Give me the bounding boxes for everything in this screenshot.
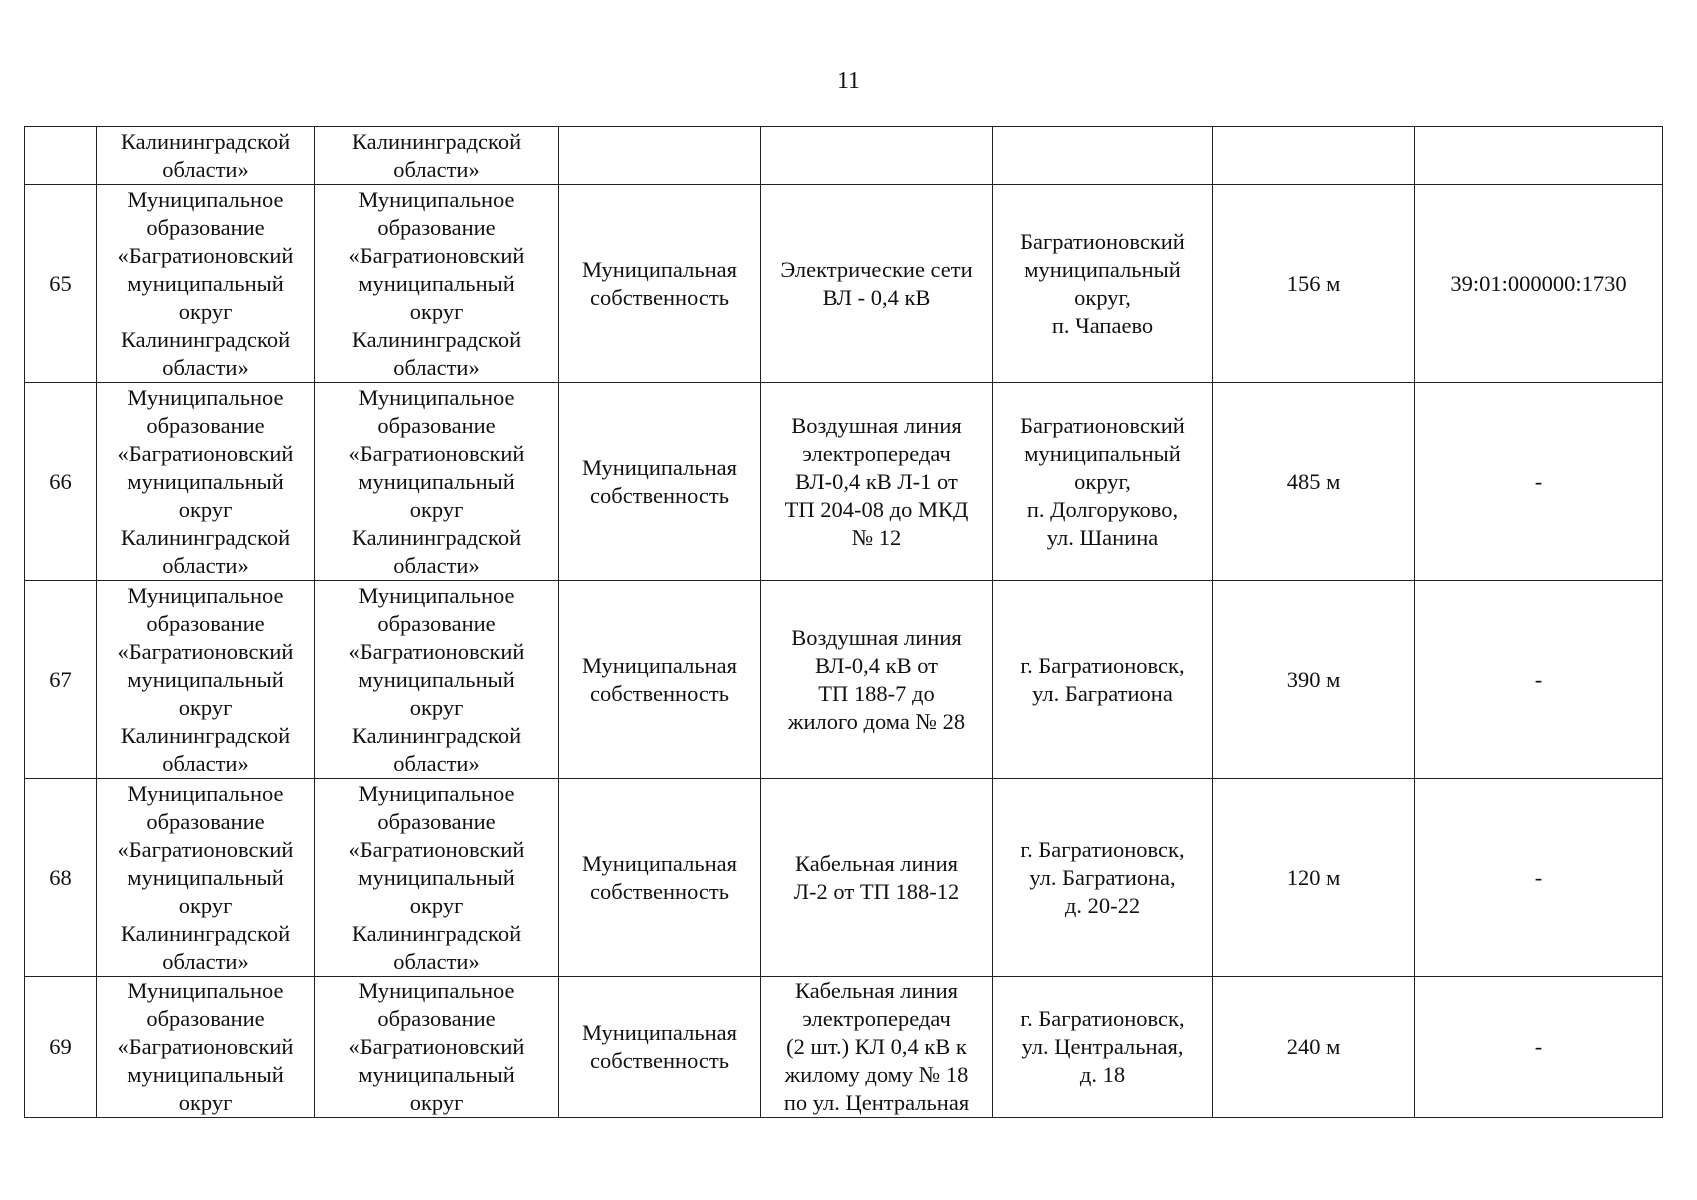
cell-address: Багратионовский муниципальный округ, п. Чапаево xyxy=(993,185,1213,383)
cell-owner: Калининградской области» xyxy=(315,127,559,185)
cell-object: Воздушная линия электропередач ВЛ-0,4 кВ Л-1 от ТП 204-08 до МКД № 12 xyxy=(761,383,993,581)
cell-holder: Муниципальное образование «Багратионовский муниципальный округ Калининградской области» xyxy=(97,383,315,581)
table-row xyxy=(25,581,1663,779)
table-row xyxy=(25,185,1663,383)
table-row-continuation xyxy=(25,127,1663,185)
cell-num: 66 xyxy=(25,383,97,581)
cell-holder: Муниципальное образование «Багратионовский муниципальный округ Калининградской области» xyxy=(97,581,315,779)
cell-object: Воздушная линия ВЛ-0,4 кВ от ТП 188-7 до жилого дома № 28 xyxy=(761,581,993,779)
cell-ownership: Муниципальная собственность xyxy=(559,185,761,383)
cell-ownership: Муниципальная собственность xyxy=(559,779,761,977)
cell-object xyxy=(761,127,993,185)
cell-cadastral: 39:01:000000:1730 xyxy=(1415,185,1663,383)
cell-address xyxy=(993,127,1213,185)
cell-address: г. Багратионовск, ул. Багратиона, д. 20-22 xyxy=(993,779,1213,977)
cell-length xyxy=(1213,127,1415,185)
cell-owner: Муниципальное образование «Багратионовский муниципальный округ Калининградской области» xyxy=(315,383,559,581)
cell-holder: Калининградской области» xyxy=(97,127,315,185)
cell-length: 120 м xyxy=(1213,779,1415,977)
cell-num: 67 xyxy=(25,581,97,779)
cell-address: г. Багратионовск, ул. Центральная, д. 18 xyxy=(993,977,1213,1118)
cell-num xyxy=(25,127,97,185)
cell-address: г. Багратионовск, ул. Багратиона xyxy=(993,581,1213,779)
cell-ownership: Муниципальная собственность xyxy=(559,383,761,581)
cell-cadastral: - xyxy=(1415,779,1663,977)
cell-length: 485 м xyxy=(1213,383,1415,581)
cell-num: 69 xyxy=(25,977,97,1118)
cell-owner: Муниципальное образование «Багратионовский муниципальный округ Калининградской области» xyxy=(315,581,559,779)
property-register-table xyxy=(24,126,1663,1118)
cell-owner: Муниципальное образование «Багратионовский муниципальный округ Калининградской области» xyxy=(315,185,559,383)
cell-length: 156 м xyxy=(1213,185,1415,383)
table-row xyxy=(25,383,1663,581)
page-number: 11 xyxy=(836,68,861,94)
cell-length: 390 м xyxy=(1213,581,1415,779)
cell-num: 68 xyxy=(25,779,97,977)
cell-owner: Муниципальное образование «Багратионовский муниципальный округ Калининградской области» xyxy=(315,779,559,977)
cell-ownership: Муниципальная собственность xyxy=(559,581,761,779)
cell-cadastral: - xyxy=(1415,383,1663,581)
cell-object: Электрические сети ВЛ - 0,4 кВ xyxy=(761,185,993,383)
cell-owner: Муниципальное образование «Багратионовский муниципальный округ xyxy=(315,977,559,1118)
cell-length: 240 м xyxy=(1213,977,1415,1118)
cell-address: Багратионовский муниципальный округ, п. Долгоруково, ул. Шанина xyxy=(993,383,1213,581)
cell-holder: Муниципальное образование «Багратионовский муниципальный округ Калининградской области» xyxy=(97,779,315,977)
cell-cadastral xyxy=(1415,127,1663,185)
table-row xyxy=(25,977,1663,1118)
cell-cadastral: - xyxy=(1415,581,1663,779)
cell-object: Кабельная линия Л-2 от ТП 188-12 xyxy=(761,779,993,977)
cell-holder: Муниципальное образование «Багратионовский муниципальный округ xyxy=(97,977,315,1118)
cell-num: 65 xyxy=(25,185,97,383)
cell-ownership xyxy=(559,127,761,185)
cell-object: Кабельная линия электропередач (2 шт.) КЛ 0,4 кВ к жилому дому № 18 по ул. Центральная xyxy=(761,977,993,1118)
cell-ownership: Муниципальная собственность xyxy=(559,977,761,1118)
cell-cadastral: - xyxy=(1415,977,1663,1118)
table-row xyxy=(25,779,1663,977)
cell-holder: Муниципальное образование «Багратионовский муниципальный округ Калининградской области» xyxy=(97,185,315,383)
